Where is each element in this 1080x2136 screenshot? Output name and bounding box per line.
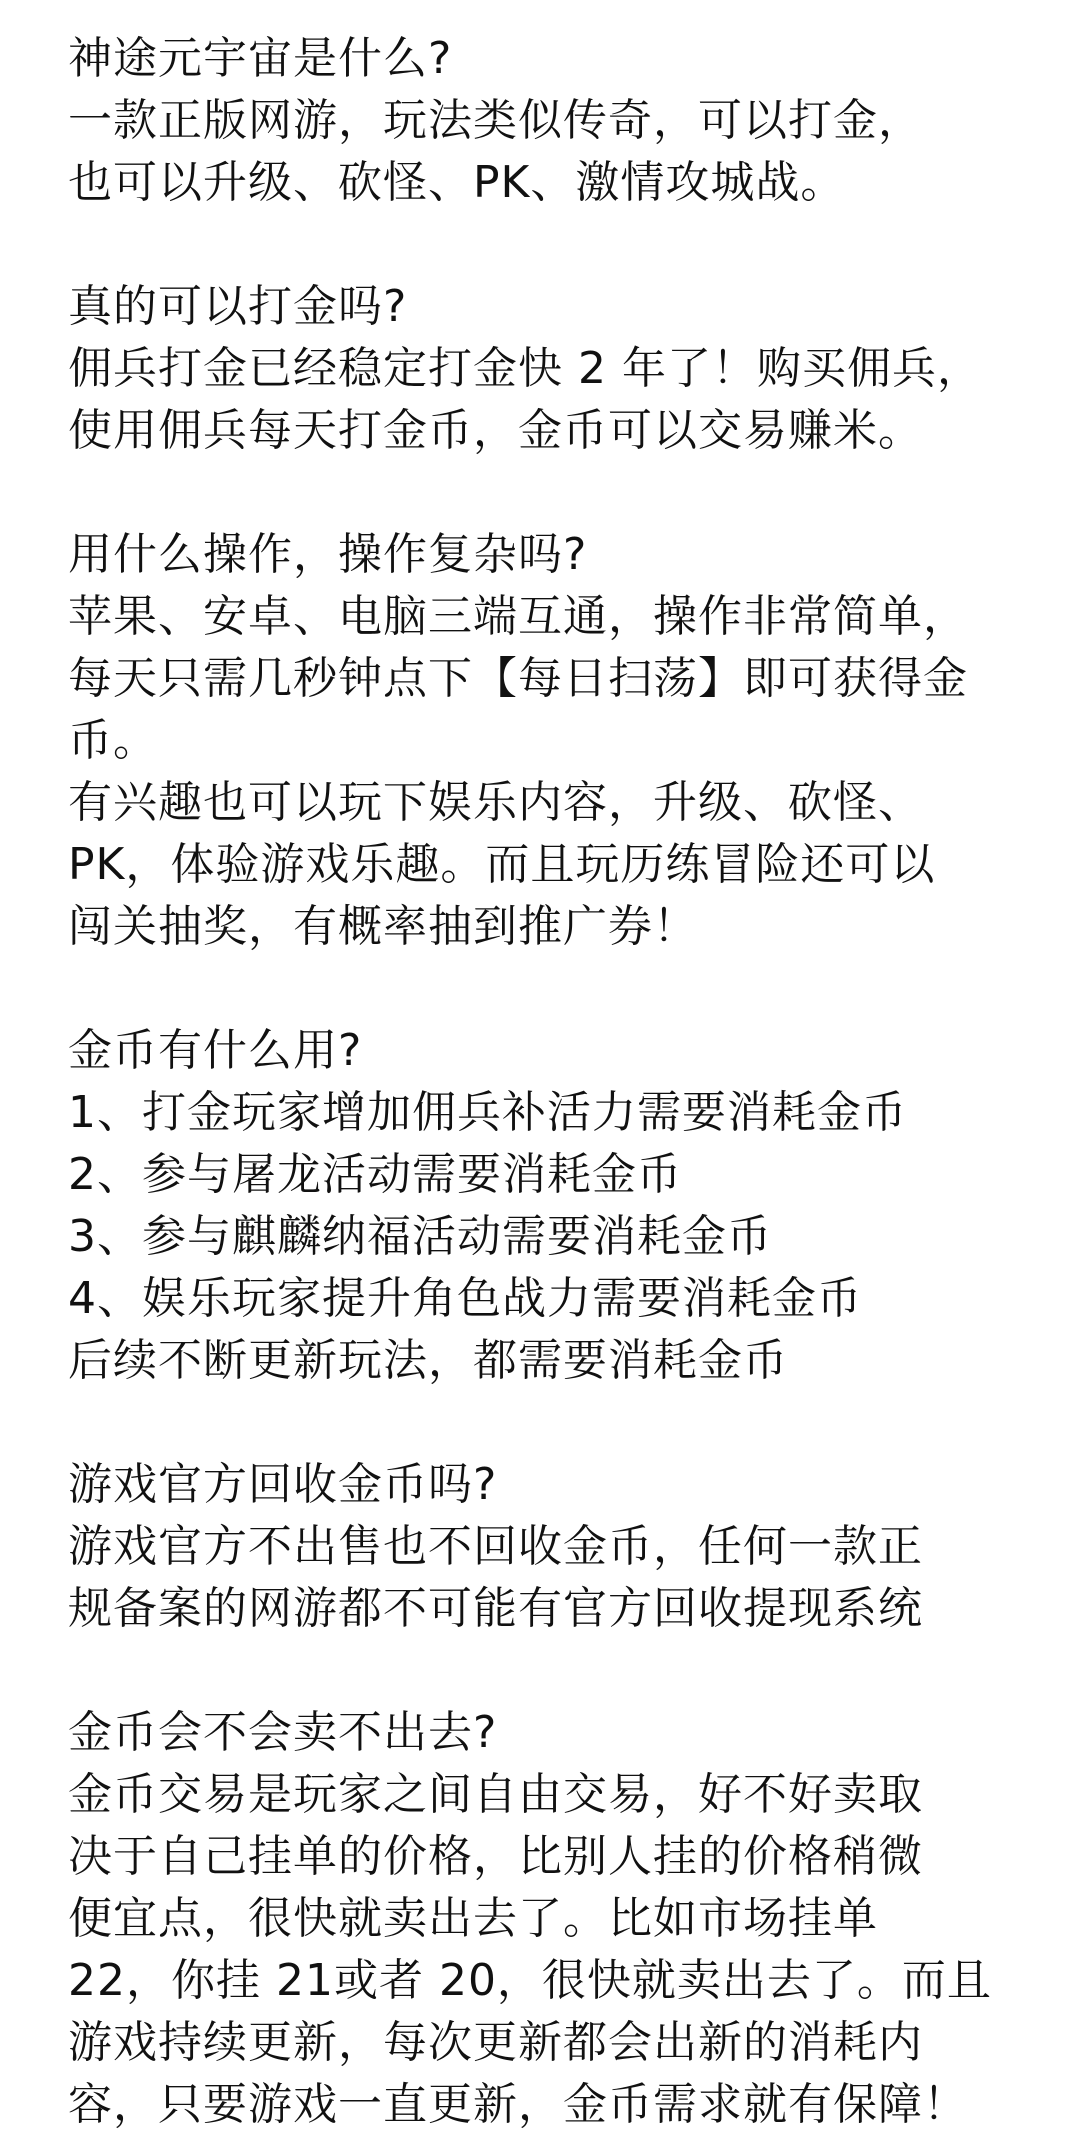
section-heading: 神途元宇宙是什么? <box>68 33 453 84</box>
list-item: 3、参与麒麟纳福活动需要消耗金币 <box>68 1211 772 1262</box>
paragraph-line: 游戏持续更新，每次更新都会出新的消耗内 <box>68 2017 923 2068</box>
list-item: 1、打金玩家增加佣兵补活力需要消耗金币 <box>68 1087 907 1138</box>
paragraph-line: PK，体验游戏乐趣。而且玩历练冒险还可以 <box>68 839 936 890</box>
faq-section-operation <box>68 524 1080 958</box>
paragraph-line: 决于自己挂单的价格，比别人挂的价格稍微 <box>68 1831 923 1882</box>
section-heading: 金币会不会卖不出去? <box>68 1707 498 1758</box>
faq-section-what-is <box>68 28 1080 214</box>
paragraph-line: 使用佣兵每天打金币，金币可以交易赚米。 <box>68 405 923 456</box>
paragraph-line: 一款正版网游，玩法类似传奇，可以打金， <box>68 95 923 146</box>
faq-section-official-buyback <box>68 1454 1080 1640</box>
faq-section-can-sell <box>68 1702 1080 2136</box>
paragraph-line: 后续不断更新玩法，都需要消耗金币 <box>68 1335 788 1386</box>
paragraph-line: 容，只要游戏一直更新，金币需求就有保障！ <box>68 2079 968 2130</box>
section-heading: 用什么操作，操作复杂吗? <box>68 529 588 580</box>
paragraph-line: 金币交易是玩家之间自由交易，好不好卖取 <box>68 1769 923 1820</box>
section-heading: 真的可以打金吗? <box>68 281 408 332</box>
paragraph-line: 苹果、安卓、电脑三端互通，操作非常简单， <box>68 591 968 642</box>
paragraph-line: 有兴趣也可以玩下娱乐内容，升级、砍怪、 <box>68 777 923 828</box>
paragraph-line: 22，你挂 21或者 20，很快就卖出去了。而且 <box>68 1955 992 2006</box>
faq-section-coin-uses <box>68 1020 1080 1392</box>
paragraph-line: 闯关抽奖，有概率抽到推广券！ <box>68 901 698 952</box>
section-heading: 金币有什么用? <box>68 1025 363 1076</box>
paragraph-line: 币。 <box>68 715 158 766</box>
paragraph-line: 游戏官方不出售也不回收金币，任何一款正 <box>68 1521 923 1572</box>
paragraph-line: 佣兵打金已经稳定打金快 2 年了！购买佣兵， <box>68 343 982 394</box>
paragraph-line: 规备案的网游都不可能有官方回收提现系统 <box>68 1583 923 1634</box>
paragraph-line: 每天只需几秒钟点下【每日扫荡】即可获得金 <box>68 653 968 704</box>
paragraph-line: 便宜点，很快就卖出去了。比如市场挂单 <box>68 1893 878 1944</box>
list-item: 2、参与屠龙活动需要消耗金币 <box>68 1149 682 1200</box>
list-item: 4、娱乐玩家提升角色战力需要消耗金币 <box>68 1273 862 1324</box>
section-heading: 游戏官方回收金币吗? <box>68 1459 498 1510</box>
paragraph-line: 也可以升级、砍怪、PK、激情攻城战。 <box>68 157 846 208</box>
faq-section-can-earn <box>68 276 1080 462</box>
